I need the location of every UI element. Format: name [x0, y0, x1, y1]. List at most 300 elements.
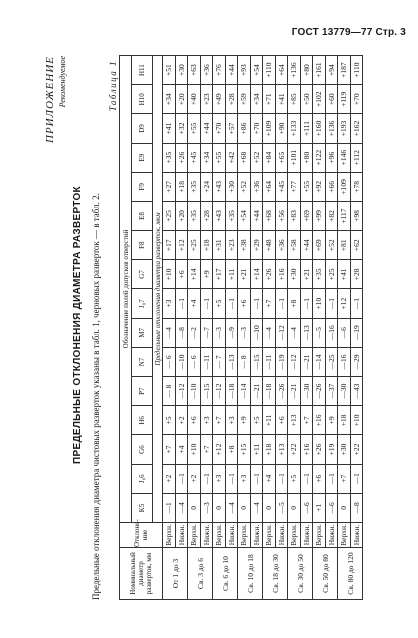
value-cell: —11 [200, 347, 213, 376]
value-cell: +78 [350, 172, 363, 201]
value-cell: 0 [188, 493, 201, 522]
value-cell: +63 [188, 56, 201, 85]
value-cell: +70 [250, 114, 263, 143]
deviation-header: Отклонение [120, 523, 163, 548]
value-cell: +55 [188, 114, 201, 143]
deviation-label: Нижн. [300, 523, 313, 548]
value-cell: +52 [250, 143, 263, 172]
value-cell: +6 [238, 289, 251, 318]
value-cell: —19 [350, 318, 363, 347]
limits-header: Предельные отклонения диаметра разверток, мкм [153, 56, 163, 523]
table-row [350, 56, 363, 600]
value-cell: —4 [175, 493, 188, 522]
value-cell: +44 [200, 114, 213, 143]
range-cell: Св. 6 до 10 [213, 548, 238, 600]
value-cell: —1 [275, 289, 288, 318]
value-cell: +1 [313, 493, 326, 522]
value-cell: —30 [338, 377, 351, 406]
value-cell: +20 [175, 85, 188, 114]
value-cell: +35 [163, 143, 176, 172]
value-cell: +4 [175, 435, 188, 464]
value-cell: +16 [313, 406, 326, 435]
value-cell: +70 [350, 85, 363, 114]
table-row [338, 56, 351, 600]
value-cell: +136 [288, 56, 301, 85]
value-cell: +34 [163, 85, 176, 114]
value-cell: +20 [175, 201, 188, 230]
table-row [163, 56, 176, 600]
value-cell: +4 [188, 289, 201, 318]
value-cell: —21 [300, 347, 313, 376]
value-cell: +81 [338, 231, 351, 260]
range-cell: Св. 3 до 6 [188, 548, 213, 600]
value-cell: +44 [300, 231, 313, 260]
value-cell: 0 [288, 493, 301, 522]
value-cell: +109 [338, 172, 351, 201]
value-cell: —19 [275, 347, 288, 376]
value-cell: —1 [175, 289, 188, 318]
value-cell: — 8 [238, 347, 251, 376]
column-header: G6 [132, 435, 153, 464]
value-cell: +161 [313, 56, 326, 85]
value-cell: +41 [275, 85, 288, 114]
value-cell: +2 [163, 464, 176, 493]
value-cell: +6 [175, 260, 188, 289]
value-cell: +14 [250, 260, 263, 289]
value-cell: —15 [250, 347, 263, 376]
value-cell: —6 [338, 318, 351, 347]
value-cell: +76 [213, 56, 226, 85]
deviation-label: Верхн. [164, 524, 174, 546]
value-cell: —10 [250, 318, 263, 347]
column-header: D9 [132, 114, 153, 143]
deviation-label: Верхн. [339, 524, 349, 546]
value-cell: +6 [275, 406, 288, 435]
value-cell: +19 [325, 435, 338, 464]
value-cell: +10 [188, 435, 201, 464]
value-cell: —15 [200, 377, 213, 406]
value-cell: +109 [263, 114, 276, 143]
column-header: H6 [132, 406, 153, 435]
value-cell: +17 [163, 231, 176, 260]
table-row [238, 56, 251, 600]
value-cell: +110 [263, 56, 276, 85]
value-cell: +29 [250, 231, 263, 260]
value-cell: +23 [225, 231, 238, 260]
value-cell: +14 [188, 260, 201, 289]
value-cell: +52 [325, 231, 338, 260]
value-cell: 0 [263, 493, 276, 522]
value-cell: +15 [238, 435, 251, 464]
value-cell: +7 [338, 464, 351, 493]
value-cell: +62 [350, 231, 363, 260]
value-cell: +3 [213, 464, 226, 493]
value-cell: +25 [325, 260, 338, 289]
value-cell: +12 [175, 231, 188, 260]
deviation-label: Нижн. [175, 523, 188, 548]
value-cell: —16 [338, 347, 351, 376]
value-cell: +25 [188, 231, 201, 260]
value-cell: +112 [350, 143, 363, 172]
value-cell: +56 [275, 201, 288, 230]
value-cell: +41 [338, 260, 351, 289]
value-cell: —12 [275, 318, 288, 347]
value-cell: +18 [338, 406, 351, 435]
value-cell: — 8 [163, 377, 176, 406]
value-cell: +13 [275, 435, 288, 464]
value-cell: +17 [213, 260, 226, 289]
rotated-page [44, 50, 404, 600]
value-cell: +49 [213, 85, 226, 114]
value-cell: —1 [350, 464, 363, 493]
table-label: Таблица 1 [108, 60, 118, 112]
value-cell: +45 [188, 143, 201, 172]
value-cell: +9 [238, 406, 251, 435]
value-cell: +28 [200, 201, 213, 230]
value-cell: +3 [238, 464, 251, 493]
deviation-label: Верхн. [314, 524, 324, 546]
value-cell: +110 [350, 56, 363, 85]
value-cell: +94 [325, 56, 338, 85]
value-cell: +52 [238, 172, 251, 201]
deviation-label: Нижн. [225, 523, 238, 548]
table-row [300, 56, 313, 600]
value-cell: +11 [225, 260, 238, 289]
value-cell: +80 [300, 143, 313, 172]
value-cell: +84 [263, 143, 276, 172]
range-cell: Св. 18 до 30 [263, 548, 288, 600]
value-cell: +68 [263, 201, 276, 230]
value-cell: +64 [263, 172, 276, 201]
value-cell: +54 [250, 56, 263, 85]
value-cell: —5 [275, 493, 288, 522]
value-cell: +82 [325, 201, 338, 230]
value-cell: +27 [163, 172, 176, 201]
value-cell: +5 [250, 406, 263, 435]
value-cell: —1 [300, 464, 313, 493]
value-cell: +18 [263, 435, 276, 464]
value-cell: —1 [300, 289, 313, 318]
value-cell: —6 [325, 493, 338, 522]
value-cell: —29 [350, 347, 363, 376]
value-cell: —6 [300, 493, 313, 522]
value-cell: +98 [350, 201, 363, 230]
value-cell: +24 [200, 172, 213, 201]
value-cell: —18 [225, 377, 238, 406]
value-cell: —8 [350, 493, 363, 522]
value-cell: —7 [200, 318, 213, 347]
value-cell: +23 [200, 85, 213, 114]
value-cell: +83 [288, 201, 301, 230]
value-cell: +30 [225, 172, 238, 201]
value-cell: +50 [300, 85, 313, 114]
value-cell: +51 [163, 56, 176, 85]
value-cell: +30 [288, 260, 301, 289]
value-cell: — 6 [163, 347, 176, 376]
value-cell: —18 [263, 377, 276, 406]
value-cell: +70 [213, 114, 226, 143]
table-row [188, 56, 201, 600]
value-cell: +6 [188, 406, 201, 435]
appendix-label: ПРИЛОЖЕНИЕ [44, 56, 56, 143]
value-cell: +55 [300, 172, 313, 201]
value-cell: +86 [238, 114, 251, 143]
table-row [250, 56, 263, 600]
value-cell: +43 [213, 172, 226, 201]
appendix-block [44, 56, 67, 143]
value-cell: +45 [275, 172, 288, 201]
value-cell: +21 [300, 260, 313, 289]
value-cell: +3 [163, 289, 176, 318]
value-cell: +146 [338, 143, 351, 172]
value-cell: +18 [200, 231, 213, 260]
tolerance-table [119, 55, 363, 600]
value-cell: +101 [288, 143, 301, 172]
value-cell: +10 [350, 406, 363, 435]
value-cell: +10 [163, 260, 176, 289]
table-row [200, 56, 213, 600]
value-cell: —1 [225, 464, 238, 493]
column-header: M7 [132, 318, 153, 347]
value-cell: +36 [250, 172, 263, 201]
value-cell: +69 [313, 231, 326, 260]
table-row [225, 56, 238, 600]
value-cell: +3 [200, 406, 213, 435]
value-cell: —25 [325, 347, 338, 376]
value-cell: +18 [175, 172, 188, 201]
value-cell: +96 [325, 143, 338, 172]
value-cell: +193 [338, 114, 351, 143]
value-cell: —12 [175, 377, 188, 406]
value-cell: +111 [300, 114, 313, 143]
value-cell: +28 [225, 85, 238, 114]
value-cell: +9 [200, 260, 213, 289]
value-cell: +5 [163, 406, 176, 435]
value-cell: +7 [263, 289, 276, 318]
value-cell: —1 [175, 464, 188, 493]
value-cell: +57 [225, 114, 238, 143]
value-cell: +25 [163, 201, 176, 230]
value-cell: +5 [288, 464, 301, 493]
value-cell: +28 [350, 260, 363, 289]
column-header: J₈7 [132, 289, 153, 318]
value-cell: —14 [238, 377, 251, 406]
value-cell: —4 [163, 318, 176, 347]
fields-header: Обозначение полей допусков отверстий [120, 56, 132, 523]
value-cell: +16 [300, 435, 313, 464]
value-cell: —4 [250, 493, 263, 522]
value-cell: —1 [275, 464, 288, 493]
value-cell: +7 [200, 435, 213, 464]
column-header: F9 [132, 172, 153, 201]
value-cell: +30 [175, 56, 188, 85]
column-header: J₈6 [132, 464, 153, 493]
column-header: P7 [132, 377, 153, 406]
value-cell: +71 [263, 85, 276, 114]
value-cell: +54 [238, 201, 251, 230]
range-cell: Св. 80 до 120 [338, 548, 363, 600]
value-cell: —3 [238, 318, 251, 347]
table-row [325, 56, 338, 600]
value-cell: +44 [250, 201, 263, 230]
value-cell: +22 [350, 435, 363, 464]
value-cell: +64 [275, 56, 288, 85]
value-cell: —26 [313, 377, 326, 406]
value-cell: +4 [263, 464, 276, 493]
document-title: ПРЕДЕЛЬНЫЕ ОТКЛОНЕНИЯ ДИАМЕТРА РАЗВЕРТОК [72, 186, 83, 464]
deviation-label: Верхн. [264, 524, 274, 546]
value-cell: +12 [213, 435, 226, 464]
value-cell: +68 [238, 143, 251, 172]
value-cell: +55 [213, 143, 226, 172]
value-cell: +32 [175, 114, 188, 143]
value-cell: +21 [238, 260, 251, 289]
value-cell: +36 [200, 56, 213, 85]
value-cell: —10 [175, 347, 188, 376]
value-cell: —10 [188, 377, 201, 406]
value-cell: —3 [200, 493, 213, 522]
deviation-label: Верхн. [214, 524, 224, 546]
value-cell: —3 [213, 318, 226, 347]
value-cell: +99 [313, 201, 326, 230]
value-cell: +35 [188, 172, 201, 201]
table-row [175, 56, 188, 600]
value-cell: +48 [263, 231, 276, 260]
value-cell: +43 [213, 201, 226, 230]
value-cell: +5 [213, 289, 226, 318]
value-cell: —1 [200, 464, 213, 493]
value-cell: —14 [313, 347, 326, 376]
deviation-label: Нижн. [200, 523, 213, 548]
value-cell: —21 [250, 377, 263, 406]
value-cell: +93 [238, 56, 251, 85]
value-cell: +26 [175, 143, 188, 172]
value-cell: —43 [350, 377, 363, 406]
column-header: H11 [132, 56, 153, 85]
value-cell: +3 [225, 406, 238, 435]
deviation-label: Нижн. [275, 523, 288, 548]
value-cell: +26 [263, 260, 276, 289]
range-header: Номинальный диаметр разверток, мм [120, 548, 163, 600]
deviation-label: Нижн. [250, 523, 263, 548]
range-cell: От 1 до 3 [163, 548, 188, 600]
value-cell: +119 [338, 85, 351, 114]
value-cell: +59 [238, 85, 251, 114]
value-cell: —13 [300, 318, 313, 347]
value-cell: +162 [350, 114, 363, 143]
value-cell: +187 [338, 56, 351, 85]
range-cell: Св. 50 до 80 [313, 548, 338, 600]
value-cell: —1 [325, 464, 338, 493]
value-cell: +102 [313, 85, 326, 114]
value-cell: 0 [338, 493, 351, 522]
value-cell: —1 [250, 464, 263, 493]
value-cell: —1 [163, 493, 176, 522]
value-cell: +2 [175, 406, 188, 435]
value-cell: +38 [238, 231, 251, 260]
value-cell: —12 [288, 347, 301, 376]
value-cell: +40 [188, 85, 201, 114]
value-cell: +80 [300, 56, 313, 85]
column-header: E8 [132, 201, 153, 230]
value-cell: —1 [250, 289, 263, 318]
range-cell: Св. 10 до 18 [238, 548, 263, 600]
value-cell: —1 [225, 289, 238, 318]
value-cell: +65 [275, 143, 288, 172]
document-subtitle: Предельные отклонения диаметра чистовых разверток указаны в табл. 1, черновых разверток — в табл. 2. [91, 193, 101, 600]
value-cell: +41 [163, 114, 176, 143]
value-cell: +7 [213, 406, 226, 435]
value-cell: +35 [313, 260, 326, 289]
value-cell: — 7 [213, 347, 226, 376]
value-cell: —4 [263, 318, 276, 347]
value-cell: +8 [225, 435, 238, 464]
value-cell: —11 [263, 347, 276, 376]
value-cell: +10 [313, 289, 326, 318]
value-cell: +60 [325, 85, 338, 114]
value-cell: +26 [313, 435, 326, 464]
value-cell: +136 [325, 114, 338, 143]
deviation-label: Верхн. [289, 524, 299, 546]
value-cell: +42 [225, 143, 238, 172]
value-cell: +16 [275, 260, 288, 289]
column-header: N7 [132, 347, 153, 376]
value-cell: +22 [288, 435, 301, 464]
value-cell: +9 [325, 406, 338, 435]
value-cell: +13 [288, 406, 301, 435]
value-cell: +160 [313, 114, 326, 143]
value-cell: +36 [275, 231, 288, 260]
value-cell: —37 [325, 377, 338, 406]
table-row [213, 56, 226, 600]
value-cell: +30 [338, 435, 351, 464]
value-cell: —1 [200, 289, 213, 318]
value-cell: +7 [163, 435, 176, 464]
value-cell: +92 [313, 172, 326, 201]
value-cell: —2 [188, 318, 201, 347]
value-cell: +31 [213, 231, 226, 260]
column-header: F8 [132, 231, 153, 260]
deviation-label: Верхн. [189, 524, 199, 546]
value-cell: 0 [213, 493, 226, 522]
page-header: ГОСТ 13779—77 Стр. 3 [291, 27, 406, 38]
value-cell: +8 [288, 289, 301, 318]
column-header: H10 [132, 85, 153, 114]
value-cell: +6 [313, 464, 326, 493]
value-cell: +90 [275, 114, 288, 143]
value-cell: —8 [175, 318, 188, 347]
value-cell: —5 [313, 318, 326, 347]
range-cell: Св. 30 до 50 [288, 548, 313, 600]
value-cell: +58 [288, 231, 301, 260]
value-cell: —4 [225, 493, 238, 522]
deviation-label: Нижн. [325, 523, 338, 548]
value-cell: +122 [313, 143, 326, 172]
value-cell: +11 [250, 435, 263, 464]
value-cell: +44 [225, 56, 238, 85]
value-cell: 0 [238, 493, 251, 522]
value-cell: —30 [300, 377, 313, 406]
value-cell: +11 [263, 406, 276, 435]
recommended-label: Рекомендуемое [58, 56, 67, 108]
value-cell: —26 [275, 377, 288, 406]
value-cell: +85 [288, 85, 301, 114]
value-cell: +77 [288, 172, 301, 201]
value-cell: +133 [288, 114, 301, 143]
deviation-label: Нижн. [350, 523, 363, 548]
value-cell: +2 [188, 464, 201, 493]
table-row [275, 56, 288, 600]
